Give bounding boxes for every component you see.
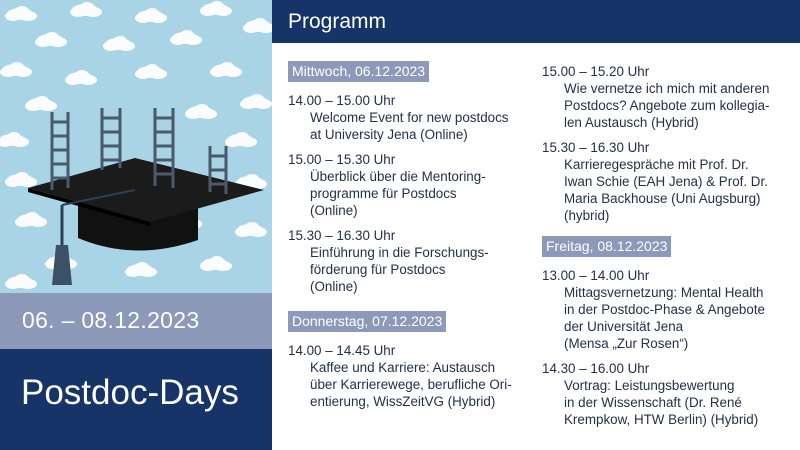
program-heading: Programm <box>288 10 387 33</box>
event-desc-line: Welcome Event for new postdocs <box>310 110 509 125</box>
program-event <box>542 139 792 224</box>
event-desc-line: der Universität Jena <box>564 319 684 334</box>
event-desc-line: über Karrierewege, berufliche Ori- <box>310 377 512 392</box>
day-label-thursday: Donnerstag, 07.12.2023 <box>288 311 446 332</box>
event-desc-line: Wie vernetze ich mich mit anderen <box>564 81 770 96</box>
event-title: Postdoc-Days <box>21 373 239 412</box>
program-column-right <box>542 43 792 428</box>
event-desc-line: Postdocs? Angebote zum kollegia- <box>564 98 770 113</box>
event-time: 14.00 – 15.00 Uhr <box>288 93 396 108</box>
event-desc-line: len Austausch (Hybrid) <box>564 115 699 130</box>
event-date-range: 06. – 08.12.2023 <box>22 307 200 333</box>
banner-panel <box>0 0 272 450</box>
event-desc-line: Krempkow, HTW Berlin) (Hybrid) <box>564 412 759 427</box>
event-desc-line: in der Postdoc-Phase & Angebote <box>564 302 765 317</box>
date-band <box>0 293 272 349</box>
program-header <box>272 0 800 43</box>
program-event <box>542 360 792 428</box>
event-desc-line: Karrieregespräche mit Prof. Dr. <box>564 157 749 172</box>
event-time: 15.30 – 16.30 Uhr <box>288 228 396 243</box>
program-event <box>542 267 792 352</box>
event-desc-line: förderung für Postdocs <box>310 262 446 277</box>
day-label-friday: Freitag, 08.12.2023 <box>542 236 671 257</box>
program-event <box>288 151 538 219</box>
event-time: 15.00 – 15.30 Uhr <box>288 152 396 167</box>
event-desc-line: Maria Backhouse (Uni Augsburg) <box>564 191 761 206</box>
event-time: 15.00 – 15.20 Uhr <box>542 64 650 79</box>
event-desc-line: Mittagsvernetzung: Mental Health <box>564 285 764 300</box>
day-label-wednesday: Mittwoch, 06.12.2023 <box>288 61 429 82</box>
event-desc-line: programme für Postdocs <box>310 186 457 201</box>
event-desc-line: Kaffee und Karriere: Austausch <box>310 360 496 375</box>
program-column-left <box>288 43 538 410</box>
event-time: 14.00 – 14.45 Uhr <box>288 343 396 358</box>
title-band <box>0 349 272 450</box>
event-desc-line: Vortrag: Leistungsbewertung <box>564 378 735 393</box>
event-desc-line: (Mensa „Zur Rosen“) <box>564 336 689 351</box>
program-event <box>288 342 538 410</box>
event-desc-line: at University Jena (Online) <box>310 127 468 142</box>
program-event <box>288 227 538 295</box>
event-desc-line: entierung, WissZeitVG (Hybrid) <box>310 394 496 409</box>
event-desc-line: (Online) <box>310 203 358 218</box>
event-time: 13.00 – 14.00 Uhr <box>542 268 650 283</box>
cap-ladders-illustration <box>0 0 272 293</box>
sky-illustration <box>0 0 272 293</box>
event-time: 14.30 – 16.00 Uhr <box>542 361 650 376</box>
event-desc-line: (Online) <box>310 279 358 294</box>
event-desc-line: Iwan Schie (EAH Jena) & Prof. Dr. <box>564 174 768 189</box>
event-desc-line: (hybrid) <box>564 208 610 223</box>
event-desc-line: in der Wissenschaft (Dr. René <box>564 395 742 410</box>
program-event <box>288 92 538 143</box>
event-desc-line: Überblick über die Mentoring- <box>310 169 486 184</box>
program-event <box>542 63 792 131</box>
event-desc-line: Einführung in die Forschungs- <box>310 245 489 260</box>
event-time: 15.30 – 16.30 Uhr <box>542 140 650 155</box>
